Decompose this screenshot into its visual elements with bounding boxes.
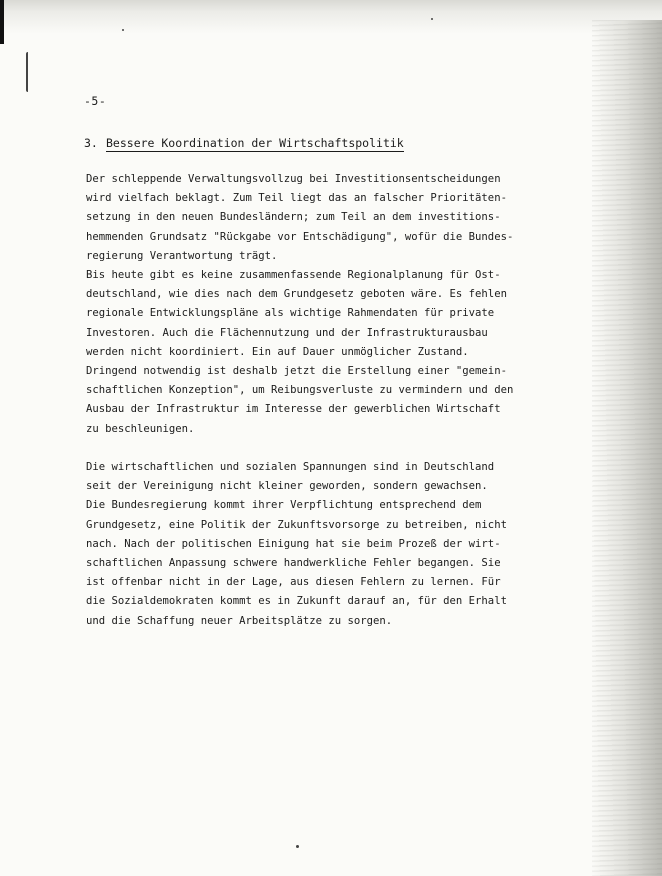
text-line: Die wirtschaftlichen und sozialen Spannungen sind in Deutschland	[86, 461, 495, 473]
scan-speck	[122, 29, 124, 31]
text-line: regierung Verantwortung trägt.	[86, 249, 278, 262]
text-line: seit der Vereinigung nicht kleiner geworden, sondern gewachsen.	[86, 480, 488, 493]
margin-bracket-mark	[26, 52, 30, 92]
text-line: die Sozialdemokraten kommt es in Zukunft darauf an, für den Erhalt	[86, 595, 507, 608]
scan-speck	[296, 845, 299, 848]
text-line: wird vielfach beklagt. Zum Teil liegt das an falscher Prioritäten-	[86, 192, 507, 205]
text-line: deutschland, wie dies nach dem Grundgesetz geboten wäre. Es fehlen	[86, 288, 507, 301]
scan-shadow-top	[0, 0, 662, 34]
text-line: Ausbau der Infrastruktur im Interesse der gewerblichen Wirtschaft	[86, 403, 501, 416]
text-line: Grundgesetz, eine Politik der Zukunftsvorsorge zu betreiben, nicht	[86, 518, 507, 531]
scan-speck	[431, 18, 433, 20]
text-line: setzung in den neuen Bundesländern; zum Teil an dem investitions-	[86, 211, 501, 224]
page-number: -5-	[84, 94, 107, 108]
text-line: schaftlichen Anpassung schwere handwerkliche Fehler begangen. Sie	[86, 557, 501, 570]
text-line: Bis heute gibt es keine zusammenfassende Regionalplanung für Ost-	[86, 269, 501, 282]
text-line: regionale Entwicklungspläne als wichtige Rahmendaten für private	[86, 307, 495, 320]
text-line: Investoren. Auch die Flächennutzung und der Infrastrukturausbau	[86, 326, 488, 339]
scan-edge-mark	[0, 0, 4, 44]
text-line: ist offenbar nicht in der Lage, aus diesen Fehlern zu lernen. Für	[86, 576, 501, 589]
text-line: und die Schaffung neuer Arbeitsplätze zu sorgen.	[86, 614, 393, 627]
text-line: Dringend notwendig ist deshalb jetzt die Erstellung einer "gemein-	[86, 365, 507, 378]
text-line: schaftlichen Konzeption", um Reibungsverluste zu vermindern und den	[86, 384, 514, 397]
paragraph-1	[86, 170, 514, 439]
text-line: zu beschleunigen.	[86, 422, 195, 435]
section-number: 3.	[84, 136, 98, 150]
scan-shadow-right	[592, 20, 662, 876]
paragraph-2	[86, 458, 507, 631]
text-line: werden nicht koordiniert. Ein auf Dauer unmöglicher Zustand.	[86, 345, 469, 358]
section-heading	[84, 136, 404, 150]
text-line: hemmenden Grundsatz "Rückgabe vor Entschädigung", wofür die Bundes-	[86, 230, 514, 243]
text-line: Der schleppende Verwaltungsvollzug bei Investitionsentscheidungen	[86, 173, 501, 185]
section-title: Bessere Koordination der Wirtschaftspolitik	[106, 136, 404, 150]
text-line: nach. Nach der politischen Einigung hat sie beim Prozeß der wirt-	[86, 537, 501, 550]
text-line: Die Bundesregierung kommt ihrer Verpflichtung entsprechend dem	[86, 499, 482, 512]
